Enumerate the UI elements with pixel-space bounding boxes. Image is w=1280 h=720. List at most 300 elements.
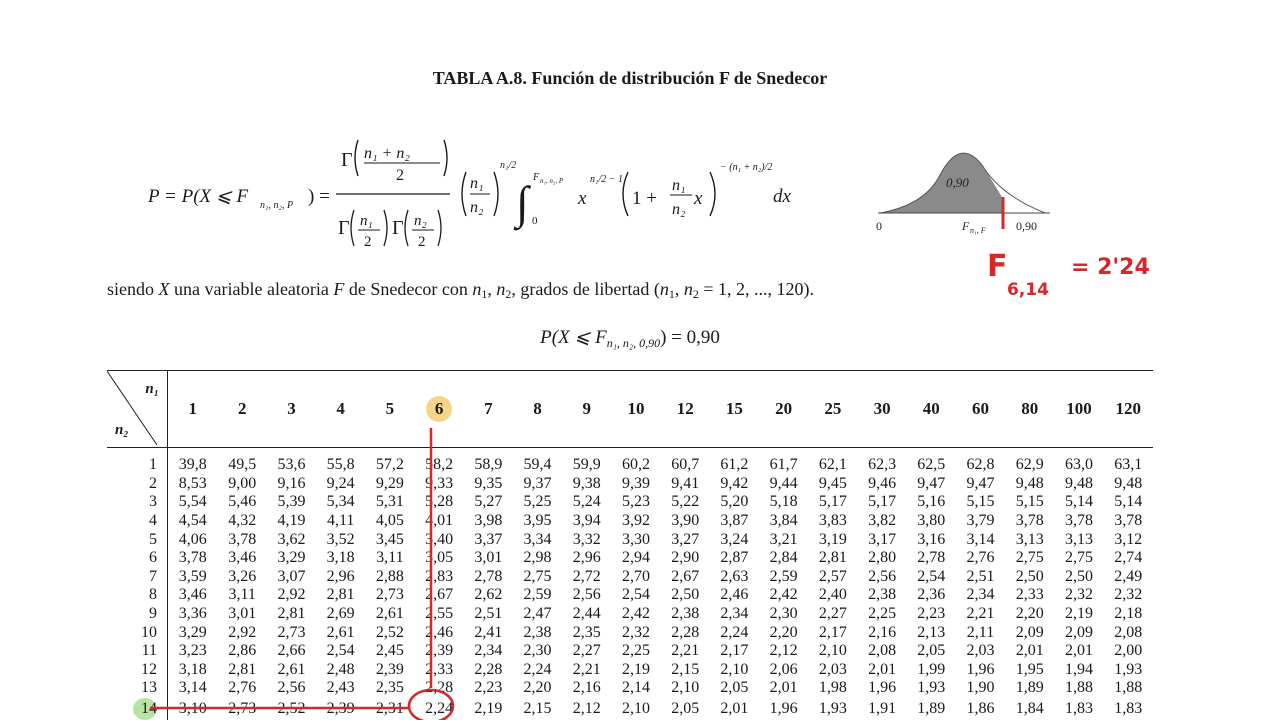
table-cell: 2,98 [523,549,552,567]
table-cell: 2,81 [326,586,355,604]
table-cell: 5,18 [769,493,798,511]
table-cell: 9,29 [375,474,404,492]
gamma-symbol: Γ [338,217,350,239]
table-row [107,642,1153,661]
table-cell: 2,28 [474,660,503,678]
table-cell: 2,32 [1064,586,1093,604]
col-header: 3 [267,371,316,448]
table-cell: 60,2 [621,456,650,474]
annotation-f: F [987,249,1008,284]
table-cell: 2,96 [326,567,355,585]
table-cell: 4,54 [178,512,207,530]
table-cell: 1,93 [1114,660,1143,678]
table-cell: 2,57 [818,567,847,585]
page-title: TABLA A.8. Función de distribución F de Snedecor [432,68,828,88]
integral-lower: 0 [532,215,538,227]
col-header: 8 [513,371,562,448]
table-cell: 2,54 [326,642,355,660]
col-header: 12 [661,371,710,448]
table-cell: 2,17 [818,623,847,641]
table-cell: 9,48 [1015,474,1044,492]
formula-n1: n₁ [360,213,373,229]
table-cell: 2,09 [1015,623,1044,641]
table-cell: 2,06 [769,660,798,678]
table-cell: 9,24 [326,474,355,492]
table-cell: 1,86 [966,699,995,717]
table-cell: 2,10 [621,699,650,717]
table-row [107,661,1153,680]
table-cell: 2,21 [966,605,995,623]
table-cell: 2,73 [375,586,404,604]
table-cell: 1,88 [1114,679,1143,697]
table-cell: 2,73 [228,699,257,717]
table-cell: 2,38 [671,605,700,623]
table-cell: 61,7 [769,456,798,474]
table-cell: 1,89 [917,699,946,717]
table-header-row [107,371,1153,448]
row-header: 2 [107,475,168,494]
table-cell: 3,34 [523,530,552,548]
col-header: 15 [710,371,759,448]
table-cell: 1,96 [769,699,798,717]
formula-dx: dx [773,186,791,207]
table-cell: 3,24 [720,530,749,548]
table-cell: 2,49 [1114,567,1143,585]
table-cell: 2,01 [720,699,749,717]
table-cell: 3,78 [1015,512,1044,530]
formula-x: x [578,188,587,209]
table-cell: 2,34 [474,642,503,660]
table-cell: 2,40 [818,586,847,604]
table-cell: 2,00 [1114,642,1143,660]
table-cell: 61,2 [720,456,749,474]
table-cell: 2,67 [425,586,454,604]
table-cell: 2,55 [425,605,454,623]
table-cell: 3,13 [1015,530,1044,548]
table-cell: 2,01 [1064,642,1093,660]
table-cell: 3,26 [228,567,257,585]
table-cell: 2,54 [917,567,946,585]
integral-upper: F [533,172,540,183]
table-cell: 9,00 [228,474,257,492]
row-header: 3 [107,493,168,512]
table-cell: 58,2 [425,456,454,474]
table-cell: 39,8 [178,456,207,474]
curve-p-label: 0,90 [1016,219,1037,233]
table-cell: 5,23 [621,493,650,511]
table-cell: 9,46 [868,474,897,492]
table-cell: 1,91 [868,699,897,717]
table-cell: 3,18 [178,660,207,678]
table-cell: 9,47 [917,474,946,492]
table-cell: 2,18 [1114,605,1143,623]
table-cell: 3,78 [1064,512,1093,530]
handwritten-annotation [985,240,1165,310]
table-cell: 3,18 [326,549,355,567]
formula-x: x [694,188,703,209]
table-cell: 3,14 [178,679,207,697]
table-cell: 2,21 [671,642,700,660]
integral-symbol: ∫ [516,177,529,228]
table-cell: 2,28 [671,623,700,641]
row-header: 5 [107,530,168,549]
table-cell: 2,15 [523,699,552,717]
table-cell: 3,82 [868,512,897,530]
table-cell: 2,92 [277,586,306,604]
table-cell: 2,46 [425,623,454,641]
table-cell: 2,96 [572,549,601,567]
table-cell: 2,08 [1114,623,1143,641]
gamma-symbol: Γ [341,149,353,171]
table-cell: 2,01 [769,679,798,697]
table-row [107,679,1153,698]
col-header: 9 [562,371,611,448]
table-cell: 2,28 [425,679,454,697]
f-table [107,370,1153,720]
table-cell: 2,14 [621,679,650,697]
table-cell: 2,24 [523,660,552,678]
table-cell: 2,27 [572,642,601,660]
table-cell: 5,31 [375,493,404,511]
table-cell: 3,92 [621,512,650,530]
table-cell: 4,19 [277,512,306,530]
table-cell: 4,32 [228,512,257,530]
table-cell: 59,4 [523,456,552,474]
table-cell: 3,90 [671,512,700,530]
table-cell: 2,75 [523,567,552,585]
table-cell: 3,36 [178,605,207,623]
table-cell: 3,29 [178,623,207,641]
table-cell: 55,8 [326,456,355,474]
table-cell: 2,35 [375,679,404,697]
table-cell: 2,01 [868,660,897,678]
table-cell: 3,95 [523,512,552,530]
table-cell: 1,98 [818,679,847,697]
table-cell: 2,66 [277,642,306,660]
table-cell: 2,50 [1015,567,1044,585]
table-cell: 3,12 [1114,530,1143,548]
table-cell: 62,1 [818,456,847,474]
table-cell: 9,45 [818,474,847,492]
highlighted-row-header: 14 [133,698,157,720]
table-cell: 9,16 [277,474,306,492]
table-cell: 2,51 [474,605,503,623]
table-cell: 1,99 [917,660,946,678]
table-cell: 2,05 [917,642,946,660]
table-cell: 2,25 [621,642,650,660]
table-cell: 2,44 [572,605,601,623]
table-row [107,605,1153,624]
table-cell: 1,93 [917,679,946,697]
table-cell: 9,35 [474,474,503,492]
table-cell: 2,42 [769,586,798,604]
corner-n1: n₁ [145,381,159,397]
row-header: 1 [107,448,168,475]
table-cell: 2,76 [966,549,995,567]
table-cell: 1,93 [818,699,847,717]
table-cell: 2,84 [769,549,798,567]
table-cell: 2,19 [474,699,503,717]
row-header: 8 [107,586,168,605]
table-cell: 3,79 [966,512,995,530]
col-header: 80 [1005,371,1054,448]
row-header: 7 [107,568,168,587]
table-cell: 4,06 [178,530,207,548]
table-cell: 2,15 [671,660,700,678]
curve-f-sub: n₁, F [970,226,986,235]
table-cell: 9,38 [572,474,601,492]
formula-n2: n₂ [414,213,427,229]
table-cell: 3,59 [178,567,207,585]
table-cell: 3,87 [720,512,749,530]
table-cell: 2,56 [572,586,601,604]
table-row [107,448,1153,475]
formula-n1: n₁ [672,177,686,194]
col-header: 100 [1054,371,1103,448]
table-cell: 2,33 [1015,586,1044,604]
table-cell: 1,94 [1064,660,1093,678]
table-cell: 57,2 [375,456,404,474]
table-cell: 2,81 [818,549,847,567]
table-row [107,568,1153,587]
table-cell: 2,10 [671,679,700,697]
table-cell: 63,1 [1114,456,1143,474]
col-header: 7 [464,371,513,448]
formula-one-plus: 1 + [632,188,657,209]
curve-zero-label: 0 [876,219,882,233]
table-cell: 2,23 [917,605,946,623]
corner-diagonal [107,371,157,445]
table-cell: 3,30 [621,530,650,548]
formula-n2: n₂ [672,201,686,218]
table-cell: 1,96 [966,660,995,678]
table-cell: 2,31 [375,699,404,717]
table-cell: 62,5 [917,456,946,474]
table-cell: 1,88 [1064,679,1093,697]
table-cell: 5,28 [425,493,454,511]
table-cell: 2,92 [228,623,257,641]
table-row [107,512,1153,531]
table-cell: 3,94 [572,512,601,530]
table-cell: 3,78 [178,549,207,567]
table-cell: 3,23 [178,642,207,660]
row-header: 12 [107,661,168,680]
table-cell: 2,80 [868,549,897,567]
table-cell: 2,30 [769,605,798,623]
formula-two: 2 [418,234,426,250]
formula-lhs: P = P(X ⩽ F [148,186,249,207]
table-cell: 2,87 [720,549,749,567]
formula-x-exp: n₁/2 − 1 [590,174,624,185]
table-cell: 3,37 [474,530,503,548]
table-cell: 2,21 [572,660,601,678]
table-cell: 2,13 [917,623,946,641]
table-cell: 9,47 [966,474,995,492]
table-cell: 2,81 [228,660,257,678]
formula-outer-exp: − (n₁ + n₂)/2 [720,162,773,173]
table-cell: 62,9 [1015,456,1044,474]
table-cell: 9,37 [523,474,552,492]
table-cell: 3,46 [178,586,207,604]
col-header: 1 [168,371,218,448]
table-cell: 3,27 [671,530,700,548]
table-cell: 5,14 [1114,493,1143,511]
table-cell: 1,95 [1015,660,1044,678]
table-cell: 2,78 [917,549,946,567]
table-cell: 2,24 [425,699,454,717]
table-cell: 2,38 [523,623,552,641]
table-cell: 2,16 [572,679,601,697]
formula-lhs-sub: n₁, n₂, P [260,200,294,211]
table-cell: 9,41 [671,474,700,492]
table-cell: 3,46 [228,549,257,567]
table-cell: 2,08 [868,642,897,660]
table-cell: 5,27 [474,493,503,511]
table-cell: 2,54 [621,586,650,604]
table-cell: 2,83 [425,567,454,585]
integral-upper-sub: n₁, n₂, P [540,177,564,185]
table-cell: 1,83 [1114,699,1143,717]
f-density-curve [870,145,1060,240]
corner-n2: n₂ [115,422,129,438]
table-cell: 2,32 [1114,586,1143,604]
row-header: 10 [107,623,168,642]
table-cell: 2,19 [1064,605,1093,623]
row-header: 13 [107,679,168,698]
table-cell: 2,32 [621,623,650,641]
table-cell: 2,74 [1114,549,1143,567]
table-cell: 2,51 [966,567,995,585]
table-cell: 2,61 [277,660,306,678]
table-cell: 2,34 [720,605,749,623]
table-cell: 2,67 [671,567,700,585]
table-cell: 2,12 [769,642,798,660]
table-cell: 2,20 [523,679,552,697]
table-cell: 49,5 [228,456,257,474]
row-header: 9 [107,605,168,624]
table-cell: 2,88 [375,567,404,585]
table-cell: 2,75 [1064,549,1093,567]
table-cell: 2,52 [277,699,306,717]
table-cell: 2,72 [572,567,601,585]
table-cell: 2,50 [1064,567,1093,585]
table-cell: 2,34 [966,586,995,604]
formula-num-top: n₁ + n₂ [364,145,410,162]
table-cell: 5,17 [868,493,897,511]
table-cell: 2,33 [425,660,454,678]
table-cell: 2,12 [572,699,601,717]
row-header [107,698,168,720]
table-cell: 3,01 [228,605,257,623]
row-header: 4 [107,512,168,531]
col-header: 25 [808,371,857,448]
table-cell: 1,83 [1064,699,1093,717]
table-cell: 2,25 [868,605,897,623]
table-cell: 3,84 [769,512,798,530]
table-cell: 3,14 [966,530,995,548]
table-cell: 2,62 [474,586,503,604]
table-cell: 2,24 [720,623,749,641]
table-cell: 2,42 [621,605,650,623]
table-cell: 2,78 [474,567,503,585]
table-cell: 2,56 [868,567,897,585]
table-cell: 2,30 [523,642,552,660]
table-cell: 3,05 [425,549,454,567]
col-header: 20 [759,371,808,448]
table-cell: 60,7 [671,456,700,474]
table-cell: 8,53 [178,474,207,492]
table-cell: 4,01 [425,512,454,530]
table-cell: 3,78 [1114,512,1143,530]
table-cell: 2,05 [720,679,749,697]
curve-area-label: 0,90 [946,175,969,190]
col-header [414,371,463,448]
table-cell: 2,10 [720,660,749,678]
table-cell: 3,01 [474,549,503,567]
col-header: 60 [956,371,1005,448]
table-cell: 5,39 [277,493,306,511]
table-cell: 9,42 [720,474,749,492]
table-cell: 3,10 [178,699,207,717]
table-cell: 3,16 [917,530,946,548]
table-cell: 9,44 [769,474,798,492]
table-cell: 3,32 [572,530,601,548]
table-cell: 3,78 [228,530,257,548]
table-cell: 59,9 [572,456,601,474]
annotation-sub: 6,14 [1007,280,1049,300]
col-header: 4 [316,371,365,448]
formula-equals: ) = [308,186,330,207]
probability-line: P(X ⩽ $F_{n_1, n_2, 0,90}) = 0,90$ [540,327,720,350]
table-cell: 2,35 [572,623,601,641]
col-header: 40 [907,371,956,448]
table-cell: 2,47 [523,605,552,623]
formula-two: 2 [396,167,404,184]
table-cell: 1,89 [1015,679,1044,697]
table-cell: 5,15 [1015,493,1044,511]
table-row [107,493,1153,512]
table-cell: 5,16 [917,493,946,511]
table-cell: 2,52 [375,623,404,641]
table-cell: 62,3 [868,456,897,474]
table-cell: 2,20 [769,623,798,641]
table-cell: 63,0 [1064,456,1093,474]
table-cell: 2,59 [523,586,552,604]
table-cell: 5,15 [966,493,995,511]
table-cell: 9,48 [1064,474,1093,492]
table-cell: 2,75 [1015,549,1044,567]
table-cell: 2,73 [277,623,306,641]
col-header: 30 [857,371,906,448]
table-cell: 2,50 [671,586,700,604]
table-cell: 2,45 [375,642,404,660]
table-cell: 5,22 [671,493,700,511]
table-cell: 2,61 [375,605,404,623]
table-cell: 2,59 [769,567,798,585]
table-row [107,530,1153,549]
table-cell: 3,80 [917,512,946,530]
table-cell: 5,25 [523,493,552,511]
table-cell: 3,52 [326,530,355,548]
table-cell: 2,23 [474,679,503,697]
formula-n1: n₁ [470,175,484,192]
table-cell: 2,94 [621,549,650,567]
table-cell: 3,29 [277,549,306,567]
col-header: 2 [218,371,267,448]
table-cell: 5,54 [178,493,207,511]
table-cell: 2,41 [474,623,503,641]
col-header: 120 [1104,371,1153,448]
